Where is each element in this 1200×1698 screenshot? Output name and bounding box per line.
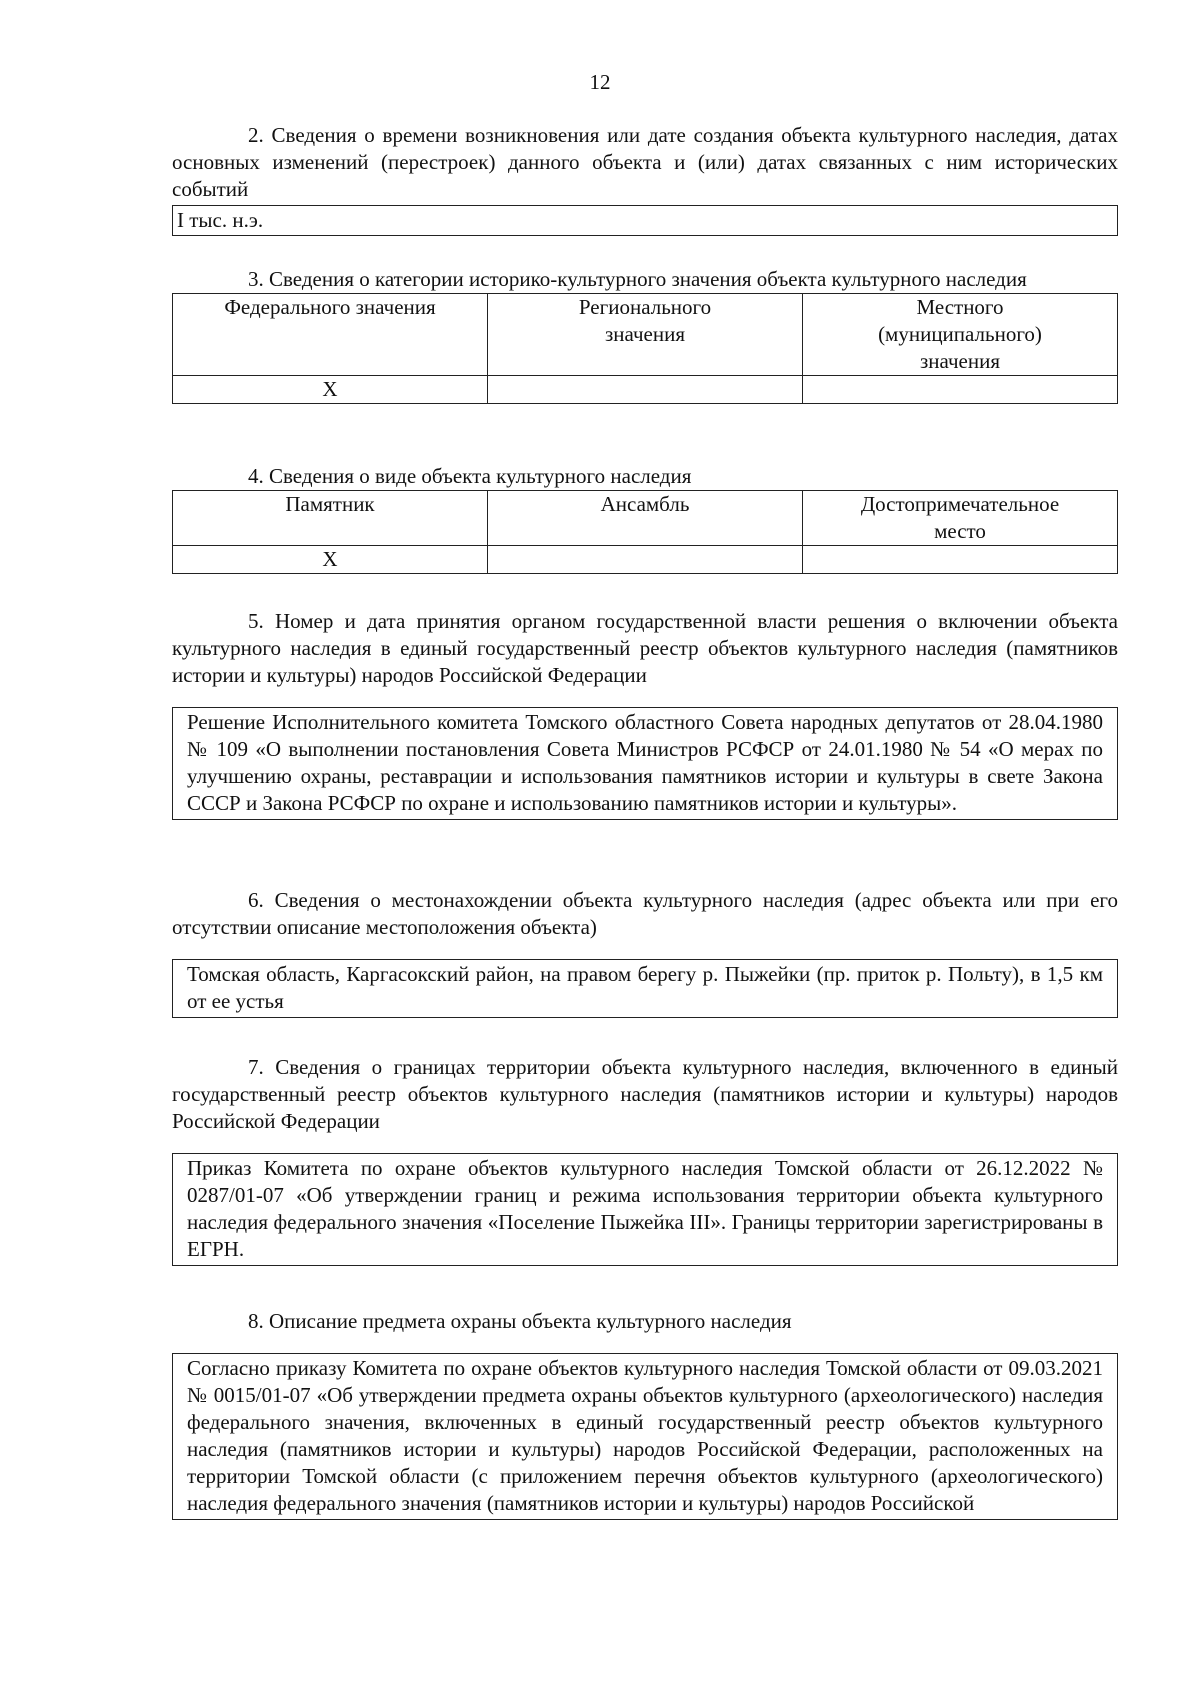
section-8 bbox=[172, 1308, 1118, 1520]
mark-cell-federal: Х bbox=[173, 376, 488, 404]
section-4 bbox=[172, 463, 1118, 574]
section-6-value-box: Томская область, Каргасокский район, на правом берегу р. Пыжейки (пр. приток р. Польту), в 1,5 км от ее устья bbox=[172, 959, 1118, 1018]
mark-cell-monument: Х bbox=[173, 546, 488, 574]
section-7-heading: 7. Сведения о границах территории объекта культурного наследия, включенного в единый государственный реестр объектов культурного наследия (памятников истории и культуры) народов Российской Федерации bbox=[172, 1055, 1118, 1133]
section-4-heading: 4. Сведения о виде объекта культурного наследия bbox=[248, 464, 692, 488]
section-5-value-box: Решение Исполнительного комитета Томского областного Совета народных депутатов от 28.04.1980 № 109 «О выполнении постановления Совета Министров РСФСР от 24.01.1980 № 54 «О мерах по улучшению охраны, реставрации и использования памятников истории и культуры в свете Закона СССР и Закона РСФСР по охране и использованию памятников истории и культуры». bbox=[172, 707, 1118, 820]
column-header-landmark: Достопримечательное место bbox=[803, 491, 1118, 546]
section-7-value-box: Приказ Комитета по охране объектов культурного наследия Томской области от 26.12.2022 № 0287/01-07 «Об утверждении границ и режима использования территории объекта культурного наследия федерального значения «Поселение Пыжейка III». Границы территории зарегистрированы в ЕГРН. bbox=[172, 1153, 1118, 1266]
mark-cell-regional bbox=[488, 376, 803, 404]
section-8-heading: 8. Описание предмета охраны объекта культурного наследия bbox=[248, 1309, 792, 1333]
section-3 bbox=[172, 266, 1118, 404]
mark-cell-landmark bbox=[803, 546, 1118, 574]
section-7 bbox=[172, 1054, 1118, 1266]
object-type-table bbox=[172, 490, 1118, 574]
page-number: 12 bbox=[589, 70, 611, 94]
column-header-monument: Памятник bbox=[173, 491, 488, 546]
column-header-regional: Регионального значения bbox=[488, 294, 803, 376]
column-header-federal: Федерального значения bbox=[173, 294, 488, 376]
section-3-heading: 3. Сведения о категории историко-культурного значения объекта культурного наследия bbox=[248, 267, 1027, 291]
column-header-ensemble: Ансамбль bbox=[488, 491, 803, 546]
section-6-heading: 6. Сведения о местонахождении объекта культурного наследия (адрес объекта или при его отсутствии описание местоположения объекта) bbox=[172, 888, 1118, 939]
section-5-heading: 5. Номер и дата принятия органом государственной власти решения о включении объекта культурного наследия в единый государственный реестр объектов культурного наследия (памятников истории и культуры) народов Российской Федерации bbox=[172, 609, 1118, 687]
section-5 bbox=[172, 608, 1118, 820]
mark-cell-ensemble bbox=[488, 546, 803, 574]
section-2-value-box: I тыс. н.э. bbox=[172, 205, 1118, 236]
mark-cell-local bbox=[803, 376, 1118, 404]
section-8-value-box: Согласно приказу Комитета по охране объектов культурного наследия Томской области от 09.03.2021 № 0015/01-07 «Об утверждении предмета охраны объектов культурного (археологического) наследия федерального значения, включенных в единый государственный реестр объектов культурного наследия (памятников истории и культуры) народов Российской Федерации, расположенных на территории Томской области (с приложением перечня объектов культурного (археологического) наследия федерального значения (памятников истории и культуры) народов Российской bbox=[172, 1353, 1118, 1520]
column-header-local: Местного (муниципального) значения bbox=[803, 294, 1118, 376]
significance-category-table bbox=[172, 293, 1118, 404]
section-2-heading: 2. Сведения о времени возникновения или дате создания объекта культурного наследия, датах основных изменений (перестроек) данного объекта и (или) датах связанных с ним исторических событий bbox=[172, 123, 1118, 201]
section-6 bbox=[172, 887, 1118, 1018]
section-2 bbox=[172, 122, 1118, 236]
